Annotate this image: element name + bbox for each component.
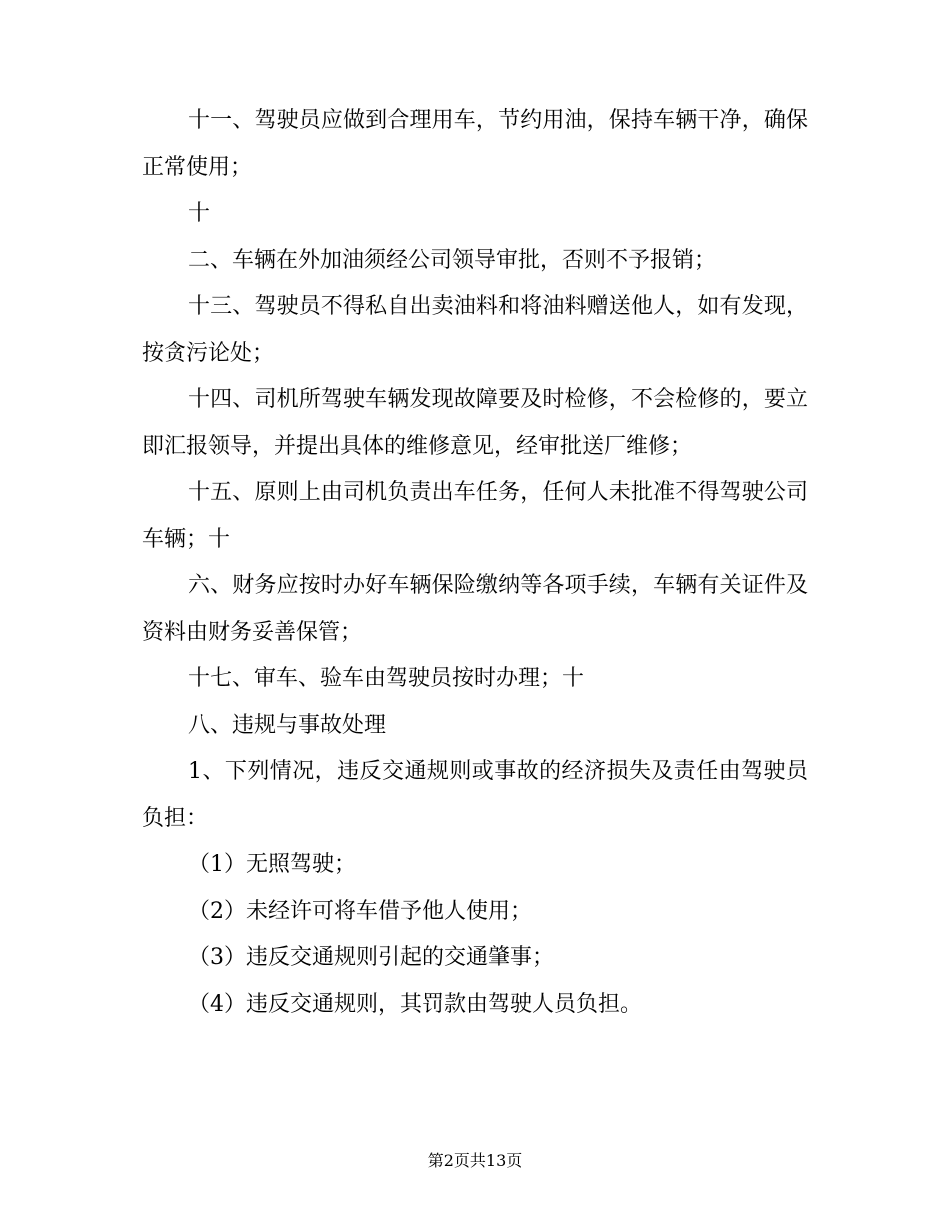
list-item: （2）未经许可将车借予他人使用； [188, 898, 532, 924]
paragraph: 十七、审车、验车由驾驶员按时办理；十 [188, 666, 585, 691]
list-item: （4）违反交通规则，其罚款由驾驶人员负担。 [188, 991, 642, 1017]
document-body [142, 98, 808, 1028]
paragraph: 二、车辆在外加油须经公司领导审批，否则不予报销； [188, 247, 717, 273]
paragraph: 十 [188, 201, 211, 226]
paragraph: 1、下列情况，违反交通规则或事故的经济损失及责任由驾驶员负担： [142, 759, 808, 831]
paragraph: 十一、驾驶员应做到合理用车，节约用油，保持车辆干净，确保正常使用； [142, 108, 808, 180]
list-item: （1）无照驾驶； [188, 852, 356, 877]
paragraph: 八、违规与事故处理 [188, 712, 387, 738]
paragraph: 十四、司机所驾驶车辆发现故障要及时检修，不会检修的，要立即汇报领导，并提出具体的维修意见，经审批送厂维修； [142, 387, 808, 459]
list-item: （3）违反交通规则引起的交通肇事； [188, 945, 554, 970]
page-number: 第2页共13页 [427, 1151, 523, 1170]
paragraph: 十五、原则上由司机负责出车任务，任何人未批准不得驾驶公司车辆；十 [142, 480, 808, 552]
paragraph: 十三、驾驶员不得私自出卖油料和将油料赠送他人，如有发现，按贪污论处； [142, 294, 808, 366]
paragraph: 六、财务应按时办好车辆保险缴纳等各项手续，车辆有关证件及资料由财务妥善保管； [142, 573, 808, 645]
